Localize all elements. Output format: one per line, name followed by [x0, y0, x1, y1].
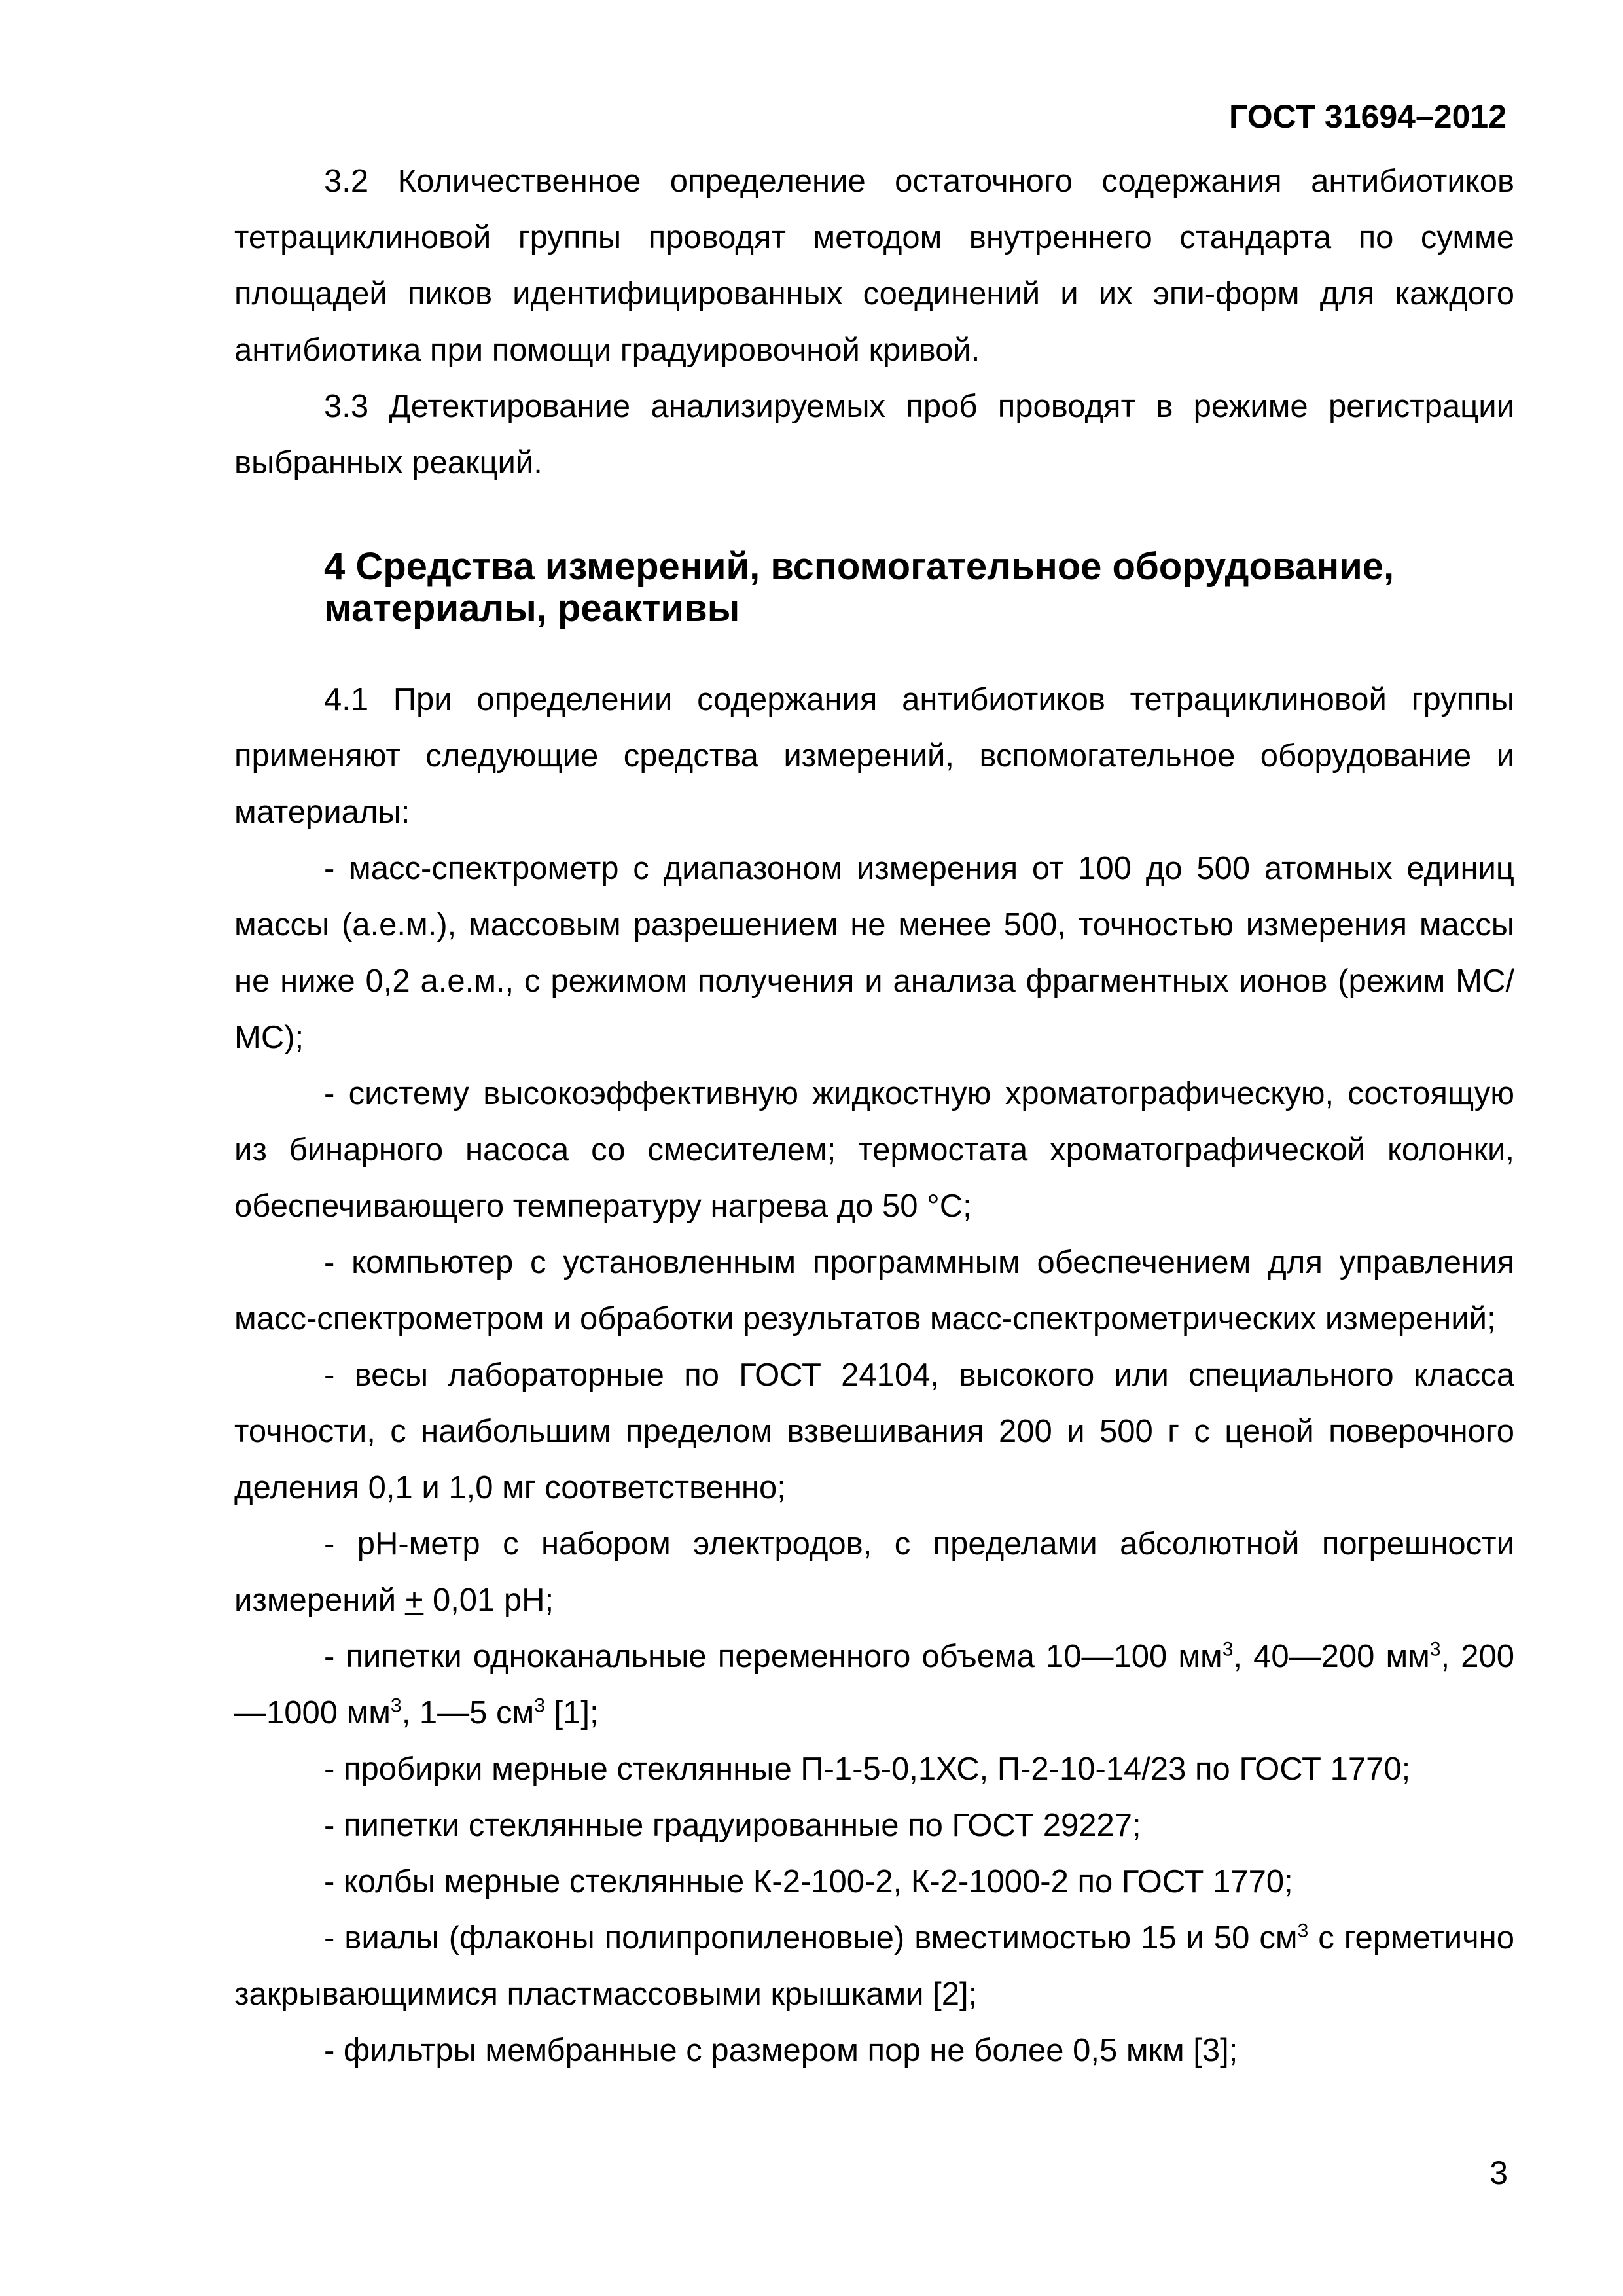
- list-item-test-tubes: - пробирки мерные стеклянные П-1-5-0,1ХС, П-2-10-14/23 по ГОСТ 1770;: [324, 1751, 1411, 1787]
- superscript-3: 3: [534, 1695, 545, 1717]
- list-item-hplc-system: - систему высокоэффективную жидкостную хроматографическую, состоящую из бинарного насоса со смесителем; термостата хроматографической колонки, обеспечивающего температуру нагрева до 50 °С;: [234, 1076, 1514, 1224]
- pipettes-text-2: , 40—200 мм: [1233, 1639, 1430, 1674]
- page-number: 3: [1489, 2155, 1508, 2191]
- list-item-pipettes-single-channel: [234, 1628, 1514, 1741]
- superscript-3: 3: [391, 1695, 402, 1717]
- vials-text-1: - виалы (флаконы полипропиленовые) вместимостью 15 и 50 см: [324, 1920, 1298, 1956]
- list-item-volumetric-flasks: - колбы мерные стеклянные К-2-100-2, К-2-1000-2 по ГОСТ 1770;: [324, 1864, 1293, 1899]
- list-item-ph-meter: [234, 1516, 1514, 1628]
- pipettes-text-3: , 200—1000 мм: [234, 1639, 1515, 1731]
- superscript-3: 3: [1429, 1638, 1441, 1660]
- list-item-scales: - весы лабораторные по ГОСТ 24104, высокого или специального класса точности, с наибольшим пределом взвешивания 200 и 500 г с ценой поверочного деления 0,1 и 1,0 мг соответственно;: [234, 1357, 1514, 1505]
- paragraph-3-3: 3.3 Детектирование анализируемых проб проводят в режиме регистрации выбранных реакций.: [234, 389, 1514, 480]
- section-4-heading: 4 Средства измерений, вспомогательное оборудование, материалы, реактивы: [324, 545, 1395, 630]
- paragraph-3-2: 3.2 Количественное определение остаточного содержания антибиотиков тетрациклиновой группы проводят методом внутреннего стандарта по сумме площадей пиков идентифицированных соединений и их эпи-форм для каждого антибиотика при помощи градуировочной кривой.: [234, 164, 1514, 368]
- plus-minus-sign: +: [404, 1583, 424, 1618]
- pipettes-text-1: - пипетки одноканальные переменного объема 10—100 мм: [324, 1639, 1222, 1674]
- list-item-membrane-filters: - фильтры мембранные с размером пор не более 0,5 мкм [3];: [324, 2033, 1238, 2068]
- pipettes-text-5: [1];: [544, 1695, 599, 1731]
- standard-header: ГОСТ 31694–2012: [1229, 98, 1507, 135]
- list-item-graduated-pipettes: - пипетки стеклянные градуированные по ГОСТ 29227;: [324, 1808, 1141, 1843]
- document-body: [234, 153, 1514, 2079]
- ph-text-start: - pH-метр с набором электродов, с пределами абсолютной погрешности измерений: [234, 1526, 1514, 1618]
- vials-text-2: с герметично закрывающимися пластмассовыми крышками [2];: [234, 1920, 1514, 2012]
- list-item-vials: [234, 1910, 1514, 2022]
- superscript-3: 3: [1297, 1920, 1309, 1942]
- pipettes-text-4: , 1—5 см: [401, 1695, 535, 1731]
- ph-text-end: 0,01 pH;: [423, 1583, 554, 1618]
- superscript-3: 3: [1222, 1638, 1234, 1660]
- list-item-mass-spectrometer: - масс-спектрометр с диапазоном измерения от 100 до 500 атомных единиц массы (а.е.м.), массовым разрешением не менее 500, точностью измерения массы не ниже 0,2 а.е.м., с режимом получения и анализа фрагментных ионов (режим МС/МС);: [234, 851, 1514, 1055]
- list-item-computer: - компьютер с установленным программным обеспечением для управления масс-спектрометром и обработки результатов масс-спектрометрических измерений;: [234, 1245, 1514, 1336]
- paragraph-4-1: 4.1 При определении содержания антибиотиков тетрациклиновой группы применяют следующие средства измерений, вспомогательное оборудование и материалы:: [234, 682, 1514, 830]
